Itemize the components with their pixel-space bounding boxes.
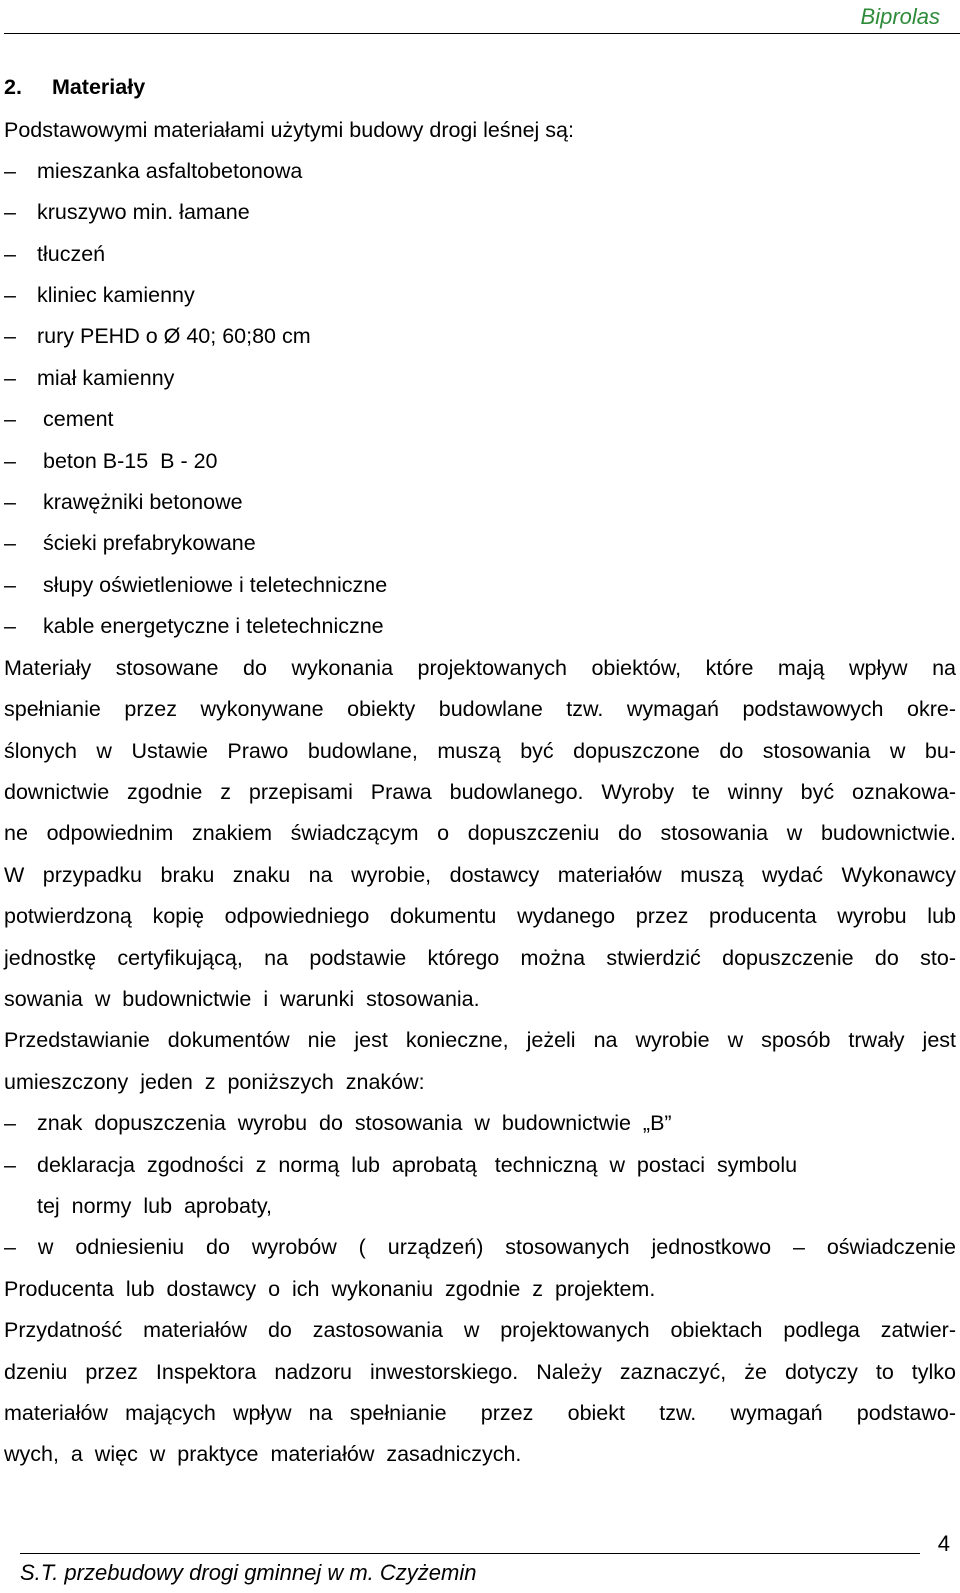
list-item-text: rury PEHD o Ø 40; 60;80 cm <box>37 324 311 348</box>
paragraph-line: Materiały stosowane do wykonania projektowanych obiektów, które mają wpływ na <box>4 656 956 680</box>
list-dash: – <box>4 573 16 597</box>
list-dash: – <box>4 242 16 266</box>
paragraph-line: downictwie zgodnie z przepisami Prawa budowlanego. Wyroby te winny być oznakowa- <box>4 780 956 804</box>
list-item-text: słupy oświetleniowe i teletechniczne <box>43 573 388 597</box>
list-item-text: miał kamienny <box>37 366 175 390</box>
paragraph-line: dzeniu przez Inspektora nadzoru inwestorskiego. Należy zaznaczyć, że dotyczy to tylko <box>4 1360 956 1384</box>
paragraph-line: ne odpowiednim znakiem świadczącym o dopuszczeniu do stosowania w budownictwie. <box>4 821 956 845</box>
list-dash: – <box>4 1153 16 1177</box>
list-dash: – <box>4 614 16 638</box>
paragraph-line: materiałów mających wpływ na spełnianie przez obiekt tzw. wymagań podstawo- <box>4 1401 956 1425</box>
word: odniesieniu <box>75 1235 185 1259</box>
list-dash: – <box>4 283 16 307</box>
list-dash: – <box>4 1111 16 1135</box>
intro-text: Podstawowymi materiałami użytymi budowy drogi leśnej są: <box>4 118 574 142</box>
paragraph-line: jednostkę certyfikującą, na podstawie którego można stwierdzić dopuszczenie do sto- <box>4 946 956 970</box>
paragraph-line: Przydatność materiałów do zastosowania w projektowanych obiektach podlega zatwier- <box>4 1318 956 1342</box>
page-number: 4 <box>937 1531 950 1556</box>
footer-text: S.T. przebudowy drogi gminnej w m. Czyżemin <box>20 1560 477 1585</box>
list-dash: – <box>4 200 16 224</box>
paragraph-line: ślonych w Ustawie Prawo budowlane, muszą być dopuszczone do stosowania w bu- <box>4 739 956 763</box>
list-item-text: cement <box>43 407 114 431</box>
list-item-text: ścieki prefabrykowane <box>43 531 256 555</box>
word: wyrobów <box>251 1235 337 1259</box>
paragraph-line: wych, a więc w praktyce materiałów zasadniczych. <box>4 1442 522 1466</box>
paragraph-line: potwierdzoną kopię odpowiedniego dokumentu wydanego przez producenta wyrobu lub <box>4 904 956 928</box>
section-heading <box>4 73 145 101</box>
list-item-text: Producenta lub dostawcy o ich wykonaniu zgodnie z projektem. <box>4 1277 656 1301</box>
word: oświadczenie <box>826 1235 956 1259</box>
word: – <box>792 1235 805 1259</box>
list-item-text: mieszanka asfaltobetonowa <box>37 159 303 183</box>
paragraph-line: W przypadku braku znaku na wyrobie, dostawcy materiałów muszą wydać Wykonawcy <box>4 863 956 887</box>
paragraph-line: Przedstawianie dokumentów nie jest konieczne, jeżeli na wyrobie w sposób trwały jest <box>4 1028 956 1052</box>
paragraph-line: umieszczony jeden z poniższych znaków: <box>4 1070 425 1094</box>
header-rule <box>4 33 960 34</box>
word: do <box>206 1235 230 1259</box>
list-item-text: kable energetyczne i teletechniczne <box>43 614 384 638</box>
list-dash: – <box>4 407 16 431</box>
word: ( <box>358 1235 366 1259</box>
list-dash: – <box>4 366 16 390</box>
list-item-text: beton B-15 B - 20 <box>43 449 218 473</box>
word: urządzeń) <box>387 1235 484 1259</box>
list-dash: – <box>4 1235 16 1259</box>
list-item-text: kliniec kamienny <box>37 283 195 307</box>
header-company: Biprolas <box>860 4 940 29</box>
footer-rule <box>20 1553 920 1554</box>
list-dash: – <box>4 324 16 348</box>
section-title: Materiały <box>51 75 146 99</box>
justified-line <box>4 1233 956 1261</box>
list-dash: – <box>4 490 16 514</box>
list-item-text: kruszywo min. łamane <box>37 200 250 224</box>
list-dash: – <box>4 449 16 473</box>
list-item-text: tej normy lub aprobaty, <box>37 1194 273 1218</box>
paragraph-line: sowania w budownictwie i warunki stosowania. <box>4 987 480 1011</box>
list-dash: – <box>4 531 16 555</box>
word: w <box>37 1235 54 1259</box>
list-dash: – <box>4 159 16 183</box>
word: jednostkowo <box>651 1235 772 1259</box>
word: stosowanych <box>505 1235 630 1259</box>
section-number: 2. <box>4 75 22 99</box>
list-item-text: krawężniki betonowe <box>43 490 243 514</box>
list-item-text: deklaracja zgodności z normą lub aprobatą techniczną w postaci symbolu <box>37 1153 798 1177</box>
paragraph-line: spełnianie przez wykonywane obiekty budowlane tzw. wymagań podstawowych okre- <box>4 697 956 721</box>
list-item-text: znak dopuszczenia wyrobu do stosowania w budownictwie „B” <box>37 1111 672 1135</box>
list-item-text: tłuczeń <box>37 242 106 266</box>
